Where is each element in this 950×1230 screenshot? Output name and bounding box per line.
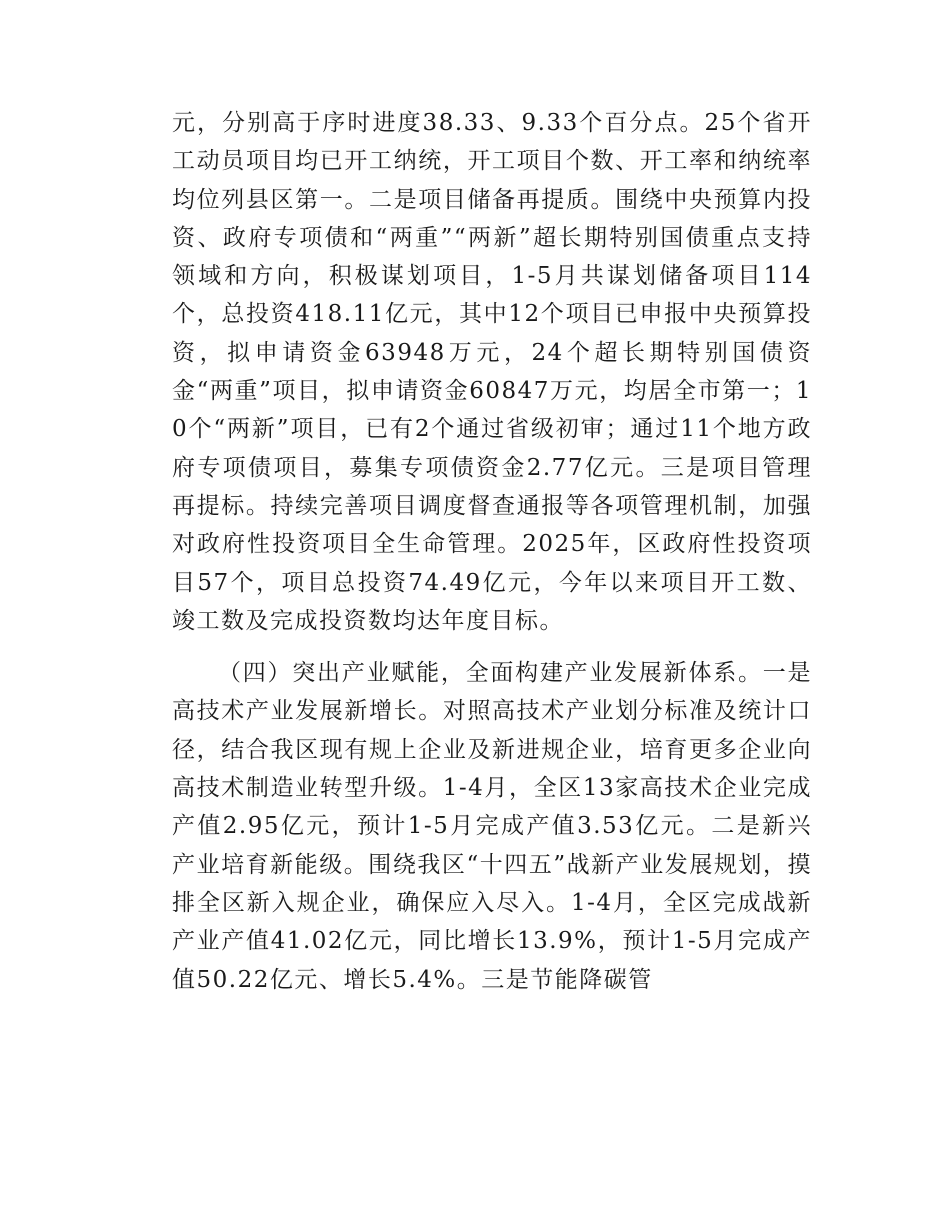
document-page <box>172 104 812 999</box>
paragraph-industry-empowerment: （四）突出产业赋能，全面构建产业发展新体系。一是高技术产业发展新增长。对照高技术产业划分标准及统计口径，结合我区现有规上企业及新进规企业，培育更多企业向高技术制造业转型升级。1-4月，全区13家高技术企业完成产值2.95亿元，预计1-5月完成产值3.53亿元。二是新兴产业培育新能级。围绕我区“十四五”战新产业发展规划，摸排全区新入规企业，确保应入尽入。1-4月，全区完成战新产业产值41.02亿元，同比增长13.9%，预计1-5月完成产值50.22亿元、增长5.4%。三是节能降碳管 <box>172 660 812 993</box>
paragraph-project-investment: 元，分别高于序时进度38.33、9.33个百分点。25个省开工动员项目均已开工纳统，开工项目个数、开工率和纳统率均位列县区第一。二是项目储备再提质。围绕中央预算内投资、政府专项债和“两重”“两新”超长期特别国债重点支持领域和方向，积极谋划项目，1-5月共谋划储备项目114个，总投资418.11亿元，其中12个项目已申报中央预算投资，拟申请资金63948万元，24个超长期特别国债资金“两重”项目，拟申请资金60847万元，均居全市第一；10个“两新”项目，已有2个通过省级初审；通过11个地方政府专项债项目，募集专项债资金2.77亿元。三是项目管理再提标。持续完善项目调度督查通报等各项管理机制，加强对政府性投资项目全生命管理。2025年，区政府性投资项目57个，项目总投资74.49亿元，今年以来项目开工数、竣工数及完成投资数均达年度目标。 <box>172 110 812 634</box>
